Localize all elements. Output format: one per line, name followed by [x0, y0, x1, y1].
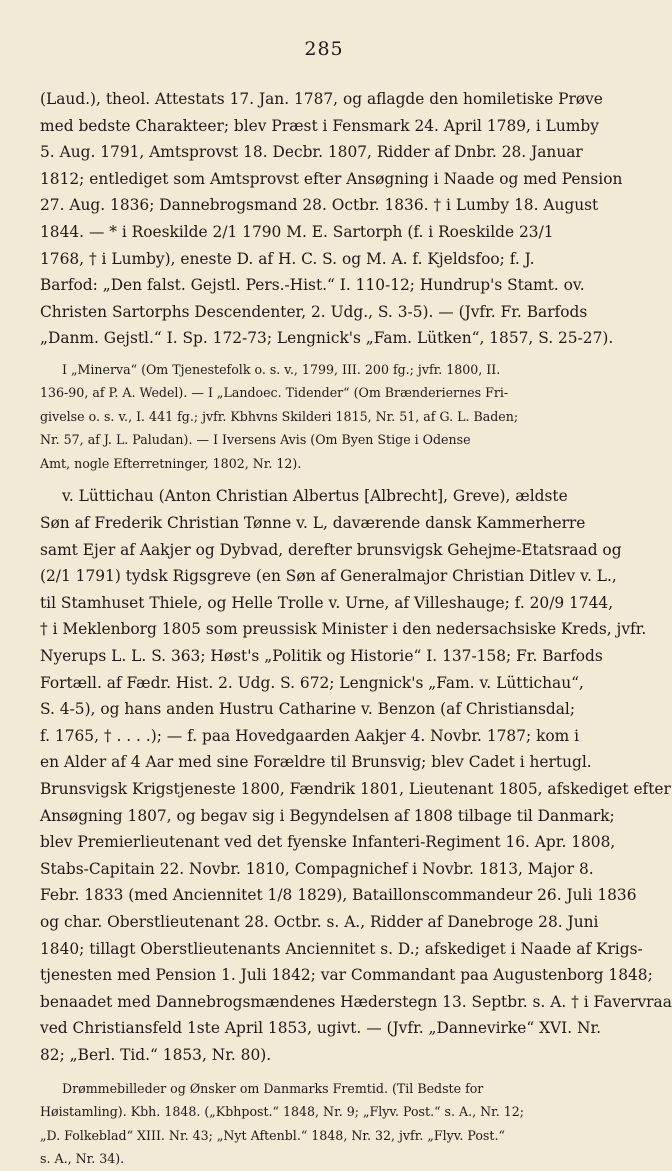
text-line: 27. Aug. 1836; Dannebrogsmand 28. Octbr. 1836. † i Lumby 18. August — [40, 196, 599, 215]
text-line: blev Premierlieutenant ved det fyenske Infanteri-Regiment 16. Apr. 1808, — [40, 833, 616, 852]
text-line: med bedste Charakteer; blev Præst i Fensmark 24. April 1789, i Lumby — [40, 116, 599, 135]
text-line: Drømmebilleder og Ønsker om Danmarks Fremtid. (Til Bedste for — [62, 1080, 484, 1096]
entry-luttichau-paragraph — [40, 483, 672, 1068]
page-number: 285 — [304, 38, 344, 60]
text-line: tjenesten med Pension 1. Juli 1842; var Commandant paa Augustenborg 1848; — [40, 966, 653, 985]
text-line: I „Minerva“ (Om Tjenestefolk o. s. v., 1799, III. 200 fg.; jvfr. 1800, II. — [62, 361, 501, 377]
entry-references-paragraph — [40, 358, 608, 476]
text-line: Ansøgning 1807, og begav sig i Begyndelsen af 1808 tilbage til Danmark; — [40, 806, 615, 825]
text-line: en Alder af 4 Aar med sine Forældre til Brunsvig; blev Cadet i hertugl. — [40, 753, 592, 772]
spacer — [40, 475, 608, 483]
text-line: 1844. — * i Roeskilde 2/1 1790 M. E. Sartorph (f. i Roeskilde 23/1 — [40, 222, 554, 241]
text-line: 82; „Berl. Tid.“ 1853, Nr. 80). — [40, 1045, 272, 1064]
text-line: † i Meklenborg 1805 som preussisk Minister i den nedersachsiske Kreds, jvfr. — [40, 620, 647, 639]
text-line: samt Ejer af Aakjer og Dybvad, derefter brunsvigsk Gehejme-Etatsraad og — [40, 540, 622, 559]
text-line: Søn af Frederik Christian Tønne v. L, daværende dansk Kammerherre — [40, 514, 586, 533]
text-line: ved Christiansfeld 1ste April 1853, ugivt. — (Jvfr. „Dannevirke“ XVI. Nr. — [40, 1019, 602, 1038]
text-line: S. 4-5), og hans anden Hustru Catharine v. Benzon (af Christiansdal; — [40, 700, 576, 719]
text-line: (2/1 1791) tydsk Rigsgreve (en Søn af Generalmajor Christian Ditlev v. L., — [40, 567, 617, 586]
text-line: Stabs-Capitain 22. Novbr. 1810, Compagnichef i Novbr. 1813, Major 8. — [40, 859, 594, 878]
text-line: Nyerups L. L. S. 363; Høst's „Politik og Historie“ I. 137-158; Fr. Barfods — [40, 647, 603, 665]
spacer — [40, 1069, 608, 1077]
text-line: (Laud.), theol. Attestats 17. Jan. 1787, og aflagde den homiletiske Prøve — [40, 90, 603, 108]
text-line: 5. Aug. 1791, Amtsprovst 18. Decbr. 1807, Ridder af Dnbr. 28. Januar — [40, 143, 583, 162]
text-line: Nr. 57, af J. L. Paludan). — I Iversens Avis (Om Byen Stige i Odense — [40, 432, 471, 448]
text-line: „Danm. Gejstl.“ I. Sp. 172-73; Lengnick's „Fam. Lütken“, 1857, S. 25-27). — [40, 329, 614, 348]
text-line: 1768, † i Lumby), eneste D. af H. C. S. og M. A. f. Kjeldsfoo; f. J. — [40, 249, 535, 268]
text-line: givelse o. s. v., I. 441 fg.; jvfr. Kbhvns Skilderi 1815, Nr. 51, af G. L. Baden; — [40, 408, 519, 424]
entry-works-paragraph — [40, 1077, 608, 1171]
entry-continued-paragraph — [40, 86, 623, 352]
text-line: 136-90, af P. A. Wedel). — I „Landoec. Tidender“ (Om Brænderiernes Fri- — [40, 385, 509, 401]
text-line: Fortæll. af Fædr. Hist. 2. Udg. S. 672; Lengnick's „Fam. v. Lüttichau“, — [40, 673, 584, 692]
text-line: og char. Oberstlieutenant 28. Octbr. s. A., Ridder af Danebroge 28. Juni — [40, 912, 599, 931]
text-line: Febr. 1833 (med Anciennitet 1/8 1829), Bataillonscommandeur 26. Juli 1836 — [40, 886, 637, 905]
text-line: 1840; tillagt Oberstlieutenants Anciennitet s. D.; afskediget i Naade af Krigs- — [40, 939, 643, 958]
text-line: Barfod: „Den falst. Gejstl. Pers.-Hist.“ I. 110-12; Hundrup's Stamt. ov. — [40, 276, 585, 295]
text-line: s. A., Nr. 34). — [40, 1151, 125, 1166]
text-line: Amt, nogle Efterretninger, 1802, Nr. 12). — [40, 455, 302, 471]
text-line: Christen Sartorphs Descendenter, 2. Udg., S. 3-5). — (Jvfr. Fr. Barfods — [40, 302, 588, 321]
text-line: Høistamling). Kbh. 1848. („Kbhpost.“ 1848, Nr. 9; „Flyv. Post.“ s. A., Nr. 12; — [40, 1104, 525, 1119]
text-line: til Stamhuset Thiele, og Helle Trolle v. Urne, af Villeshauge; f. 20/9 1744, — [40, 593, 614, 612]
text-line: f. 1765, † . . . .); — f. paa Hovedgaarden Aakjer 4. Novbr. 1787; kom i — [40, 726, 580, 745]
text-line: 1812; entlediget som Amtsprovst efter Ansøgning i Naade og med Pension — [40, 169, 623, 188]
entry-heading-line: v. Lüttichau (Anton Christian Albertus [Albrecht], Greve), ældste — [62, 487, 568, 506]
text-line: Brunsvigsk Krigstjeneste 1800, Fændrik 1801, Lieutenant 1805, afskediget efter — [40, 779, 671, 798]
text-line: „D. Folkeblad“ XIII. Nr. 43; „Nyt Aftenbl.“ 1848, Nr. 32, jvfr. „Flyv. Post.“ — [40, 1127, 505, 1143]
text-line: benaadet med Dannebrogsmændenes Hæderstegn 13. Septbr. s. A. † i Favervraa — [40, 992, 672, 1011]
